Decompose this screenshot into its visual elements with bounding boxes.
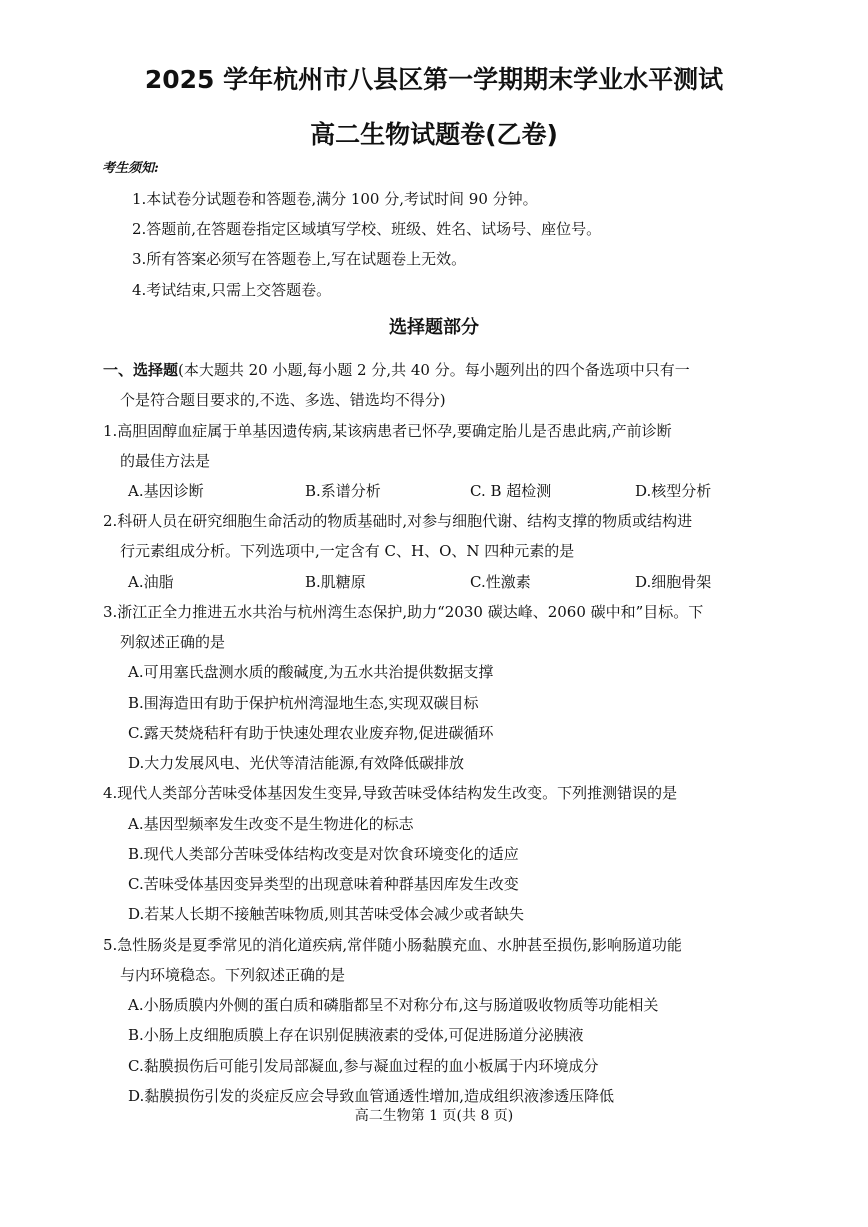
question-3-option-b: B.围海造田有助于保护杭州湾湿地生态,实现双碳目标 <box>128 694 479 712</box>
question-4-option-b: B.现代人类部分苦味受体结构改变是对饮食环境变化的适应 <box>128 845 519 863</box>
question-5-option-c: C.黏膜损伤后可能引发局部凝血,参与凝血过程的血小板属于内环境成分 <box>128 1057 599 1075</box>
question-1-option-c: C. B 超检测 <box>470 482 552 500</box>
part-description-cont: 个是符合题目要求的,不选、多选、错选均不得分) <box>120 391 446 409</box>
question-2-stem-cont: 行元素组成分析。下列选项中,一定含有 C、H、O、N 四种元素的是 <box>120 542 575 560</box>
question-2-stem: 2.科研人员在研究细胞生命活动的物质基础时,对参与细胞代谢、结构支撑的物质或结构进 <box>103 512 693 530</box>
question-1-option-a: A.基因诊断 <box>128 482 204 500</box>
section-title: 选择题部分 <box>389 317 479 338</box>
question-3-option-d: D.大力发展风电、光伏等清洁能源,有效降低碳排放 <box>128 754 465 772</box>
notice-item: 3.所有答案必须写在答题卷上,写在试题卷上无效。 <box>132 250 467 268</box>
question-1-option-d: D.核型分析 <box>635 482 712 500</box>
notice-item: 1.本试卷分试题卷和答题卷,满分 100 分,考试时间 90 分钟。 <box>132 190 538 208</box>
page-footer: 高二生物第 1 页(共 8 页) <box>354 1108 514 1124</box>
question-4-option-d: D.若某人长期不接触苦味物质,则其苦味受体会减少或者缺失 <box>128 905 525 923</box>
exam-subtitle: 高二生物试题卷(乙卷) <box>310 120 558 149</box>
part-description: (本大题共 20 小题,每小题 2 分,共 40 分。每小题列出的四个备选项中只有一 <box>178 361 690 379</box>
part-label: 一、选择题 <box>103 361 179 379</box>
question-3-option-a: A.可用塞氏盘测水质的酸碱度,为五水共治提供数据支撑 <box>128 663 494 681</box>
exam-title: 2025 学年杭州市八县区第一学期期末学业水平测试 <box>144 65 724 94</box>
question-4-option-a: A.基因型频率发生改变不是生物进化的标志 <box>128 815 414 833</box>
question-2-option-b: B.肌糖原 <box>305 573 366 591</box>
question-2-option-a: A.油脂 <box>128 573 174 591</box>
question-4-stem: 4.现代人类部分苦味受体基因发生变异,导致苦味受体结构发生改变。下列推测错误的是 <box>103 784 678 802</box>
question-4-option-c: C.苦味受体基因变异类型的出现意味着种群基因库发生改变 <box>128 875 519 893</box>
notice-heading: 考生须知: <box>102 161 159 176</box>
question-5-stem-cont: 与内环境稳态。下列叙述正确的是 <box>120 966 346 984</box>
question-1-option-b: B.系谱分析 <box>305 482 381 500</box>
question-3-option-c: C.露天焚烧秸秆有助于快速处理农业废弃物,促进碳循环 <box>128 724 494 742</box>
question-2-option-d: D.细胞骨架 <box>635 573 712 591</box>
part-instructions <box>103 359 690 380</box>
question-5-option-d: D.黏膜损伤引发的炎症反应会导致血管通透性增加,造成组织液渗透压降低 <box>128 1087 615 1105</box>
question-3-stem: 3.浙江正全力推进五水共治与杭州湾生态保护,助力“2030 碳达峰、2060 碳中和”目标。下 <box>103 603 704 621</box>
question-1-stem-cont: 的最佳方法是 <box>120 452 211 470</box>
question-5-option-a: A.小肠质膜内外侧的蛋白质和磷脂都呈不对称分布,这与肠道吸收物质等功能相关 <box>128 996 659 1014</box>
question-5-stem: 5.急性肠炎是夏季常见的消化道疾病,常伴随小肠黏膜充血、水肿甚至损伤,影响肠道功能 <box>103 936 682 954</box>
question-1-stem: 1.高胆固醇血症属于单基因遗传病,某该病患者已怀孕,要确定胎儿是否患此病,产前诊断 <box>103 422 672 440</box>
notice-item: 2.答题前,在答题卷指定区域填写学校、班级、姓名、试场号、座位号。 <box>132 220 602 238</box>
notice-item: 4.考试结束,只需上交答题卷。 <box>132 281 332 299</box>
question-2-option-c: C.性激素 <box>470 573 531 591</box>
question-5-option-b: B.小肠上皮细胞质膜上存在识别促胰液素的受体,可促进肠道分泌胰液 <box>128 1026 584 1044</box>
question-3-stem-cont: 列叙述正确的是 <box>120 633 226 651</box>
